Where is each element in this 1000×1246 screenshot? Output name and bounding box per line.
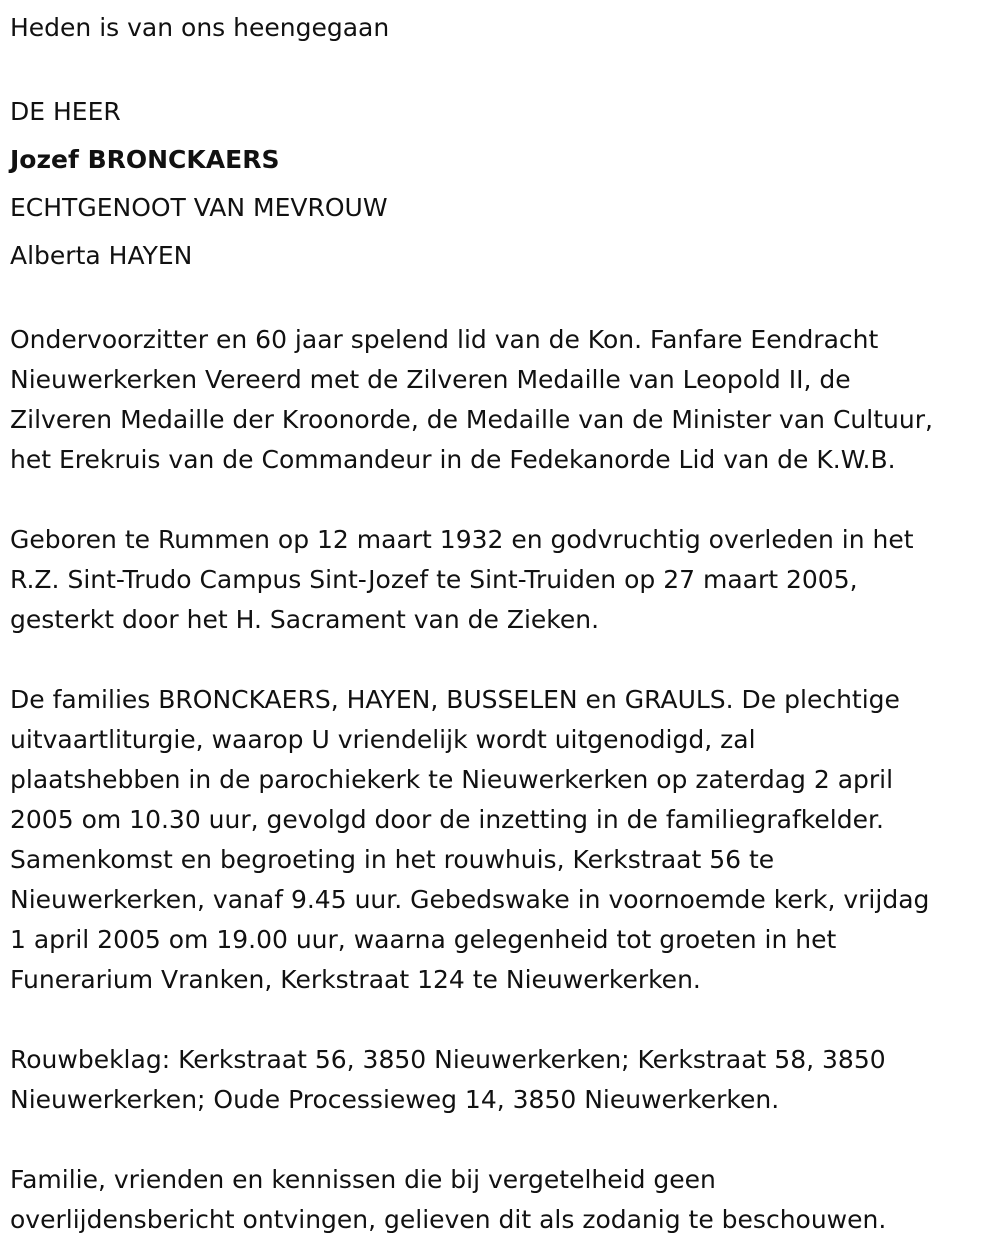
closing-paragraph (10, 1160, 995, 1240)
birth-death-paragraph (10, 520, 995, 640)
merits-line: het Erekruis van de Commandeur in de Fedekanorde Lid van de K.W.B. (10, 445, 896, 474)
funeral-line: De families BRONCKAERS, HAYEN, BUSSELEN en GRAULS. De plechtige (10, 685, 900, 714)
merits-line: Nieuwerkerken Vereerd met de Zilveren Medaille van Leopold II, de (10, 365, 851, 394)
funeral-line: uitvaartliturgie, waarop U vriendelijk wordt uitgenodigd, zal (10, 725, 756, 754)
relation-label: ECHTGENOOT VAN MEVROUW (10, 193, 388, 222)
condolences-paragraph (10, 1040, 995, 1120)
closing-line: Familie, vrienden en kennissen die bij vergetelheid geen (10, 1165, 716, 1194)
funeral-line: 1 april 2005 om 19.00 uur, waarna gelegenheid tot groeten in het (10, 925, 837, 954)
condolences-line: Rouwbeklag: Kerkstraat 56, 3850 Nieuwerkerken; Kerkstraat 58, 3850 (10, 1045, 886, 1074)
closing-line: overlijdensbericht ontvingen, gelieven dit als zodanig te beschouwen. (10, 1205, 887, 1234)
spouse-name: Alberta HAYEN (10, 241, 193, 270)
condolences-line: Nieuwerkerken; Oude Processieweg 14, 3850 Nieuwerkerken. (10, 1085, 780, 1114)
merits-line: Zilveren Medaille der Kroonorde, de Medaille van de Minister van Cultuur, (10, 405, 933, 434)
deceased-header (10, 88, 995, 280)
birth-death-line: Geboren te Rummen op 12 maart 1932 en godvruchtig overleden in het (10, 525, 914, 554)
obituary-document (10, 8, 995, 1240)
merits-line: Ondervoorzitter en 60 jaar spelend lid van de Kon. Fanfare Eendracht (10, 325, 879, 354)
intro-text: Heden is van ons heengegaan (10, 13, 390, 42)
funeral-line: 2005 om 10.30 uur, gevolgd door de inzetting in de familiegrafkelder. (10, 805, 884, 834)
deceased-name: Jozef BRONCKAERS (10, 145, 280, 174)
funeral-line: Samenkomst en begroeting in het rouwhuis, Kerkstraat 56 te (10, 845, 775, 874)
merits-paragraph (10, 320, 995, 480)
birth-death-line: gesterkt door het H. Sacrament van de Zieken. (10, 605, 600, 634)
funeral-paragraph (10, 680, 995, 1000)
birth-death-line: R.Z. Sint-Trudo Campus Sint-Jozef te Sint-Truiden op 27 maart 2005, (10, 565, 858, 594)
funeral-line: plaatshebben in de parochiekerk te Nieuwerkerken op zaterdag 2 april (10, 765, 894, 794)
honorific: DE HEER (10, 97, 121, 126)
funeral-line: Nieuwerkerken, vanaf 9.45 uur. Gebedswake in voornoemde kerk, vrijdag (10, 885, 930, 914)
funeral-line: Funerarium Vranken, Kerkstraat 124 te Nieuwerkerken. (10, 965, 701, 994)
